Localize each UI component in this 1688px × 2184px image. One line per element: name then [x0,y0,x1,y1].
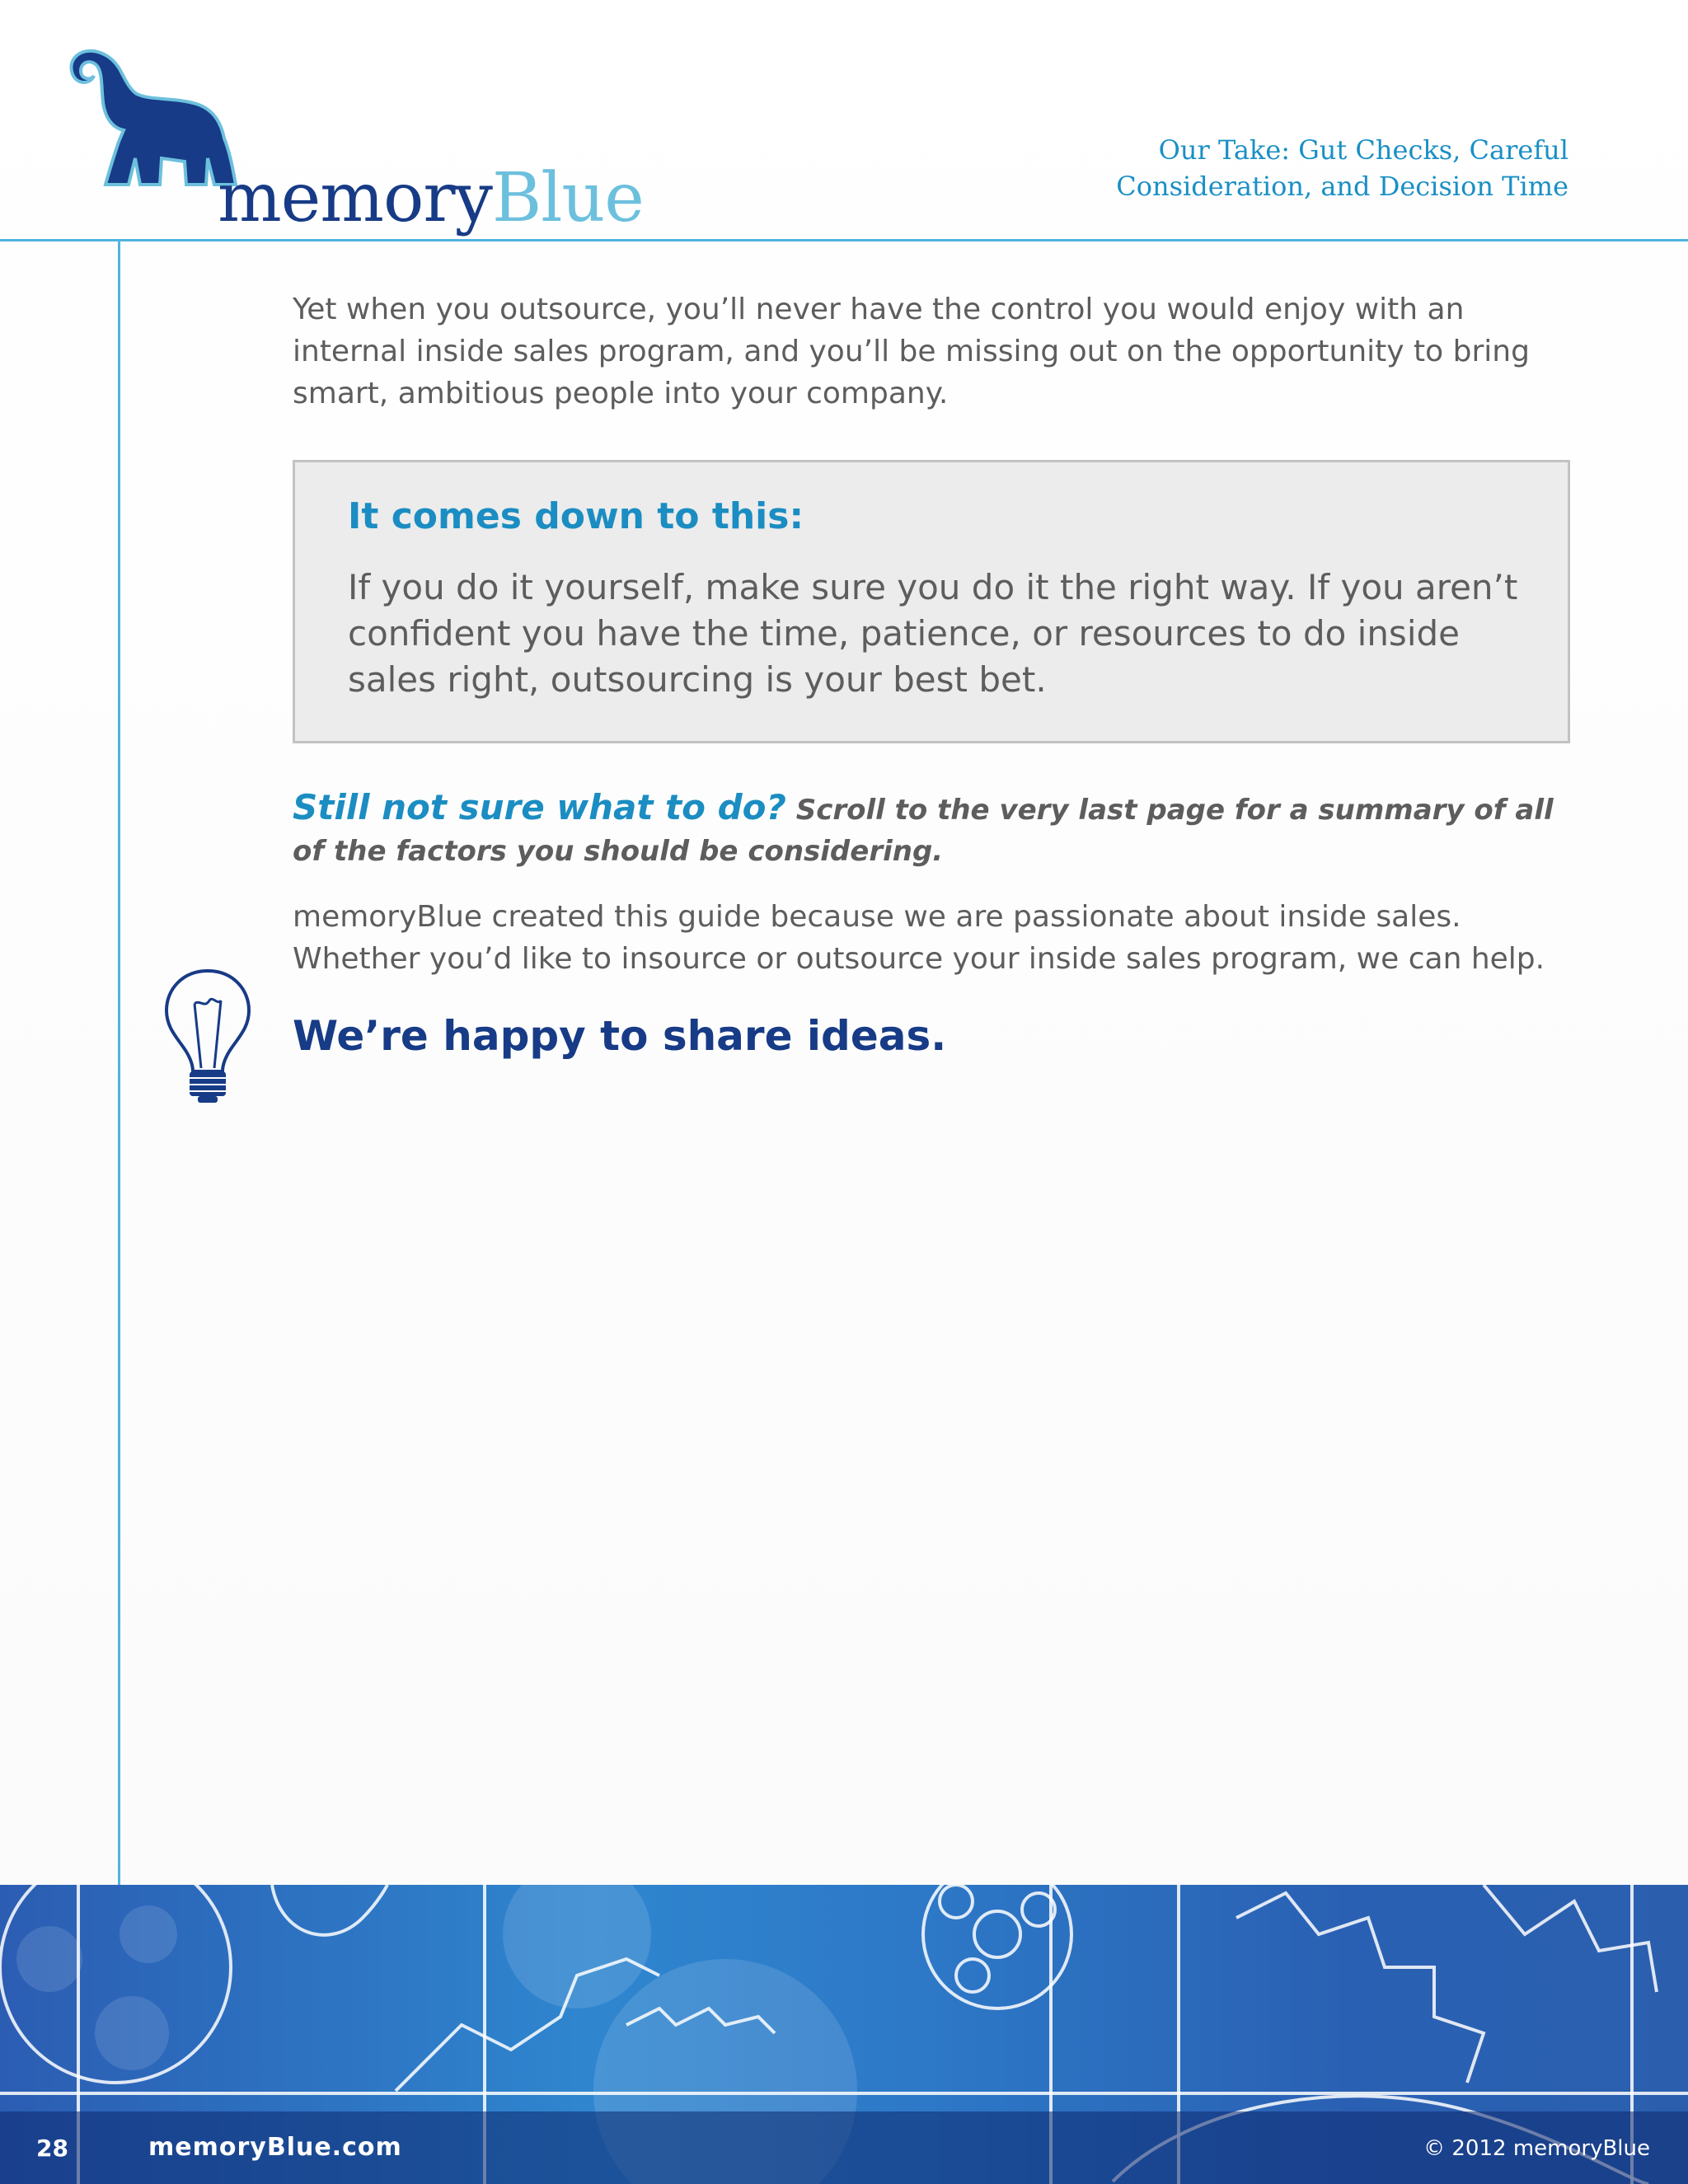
still-not-sure-paragraph [293,787,1578,872]
logo-blue: Blue [491,159,644,237]
callout-title: It comes down to this: [348,495,804,537]
margin-rule [118,240,120,1888]
memoryblue-logo [61,43,644,237]
page-number: 28 [36,2135,68,2162]
logo-memory: memory [218,159,492,237]
copyright-notice: © 2012 memoryBlue [1423,2136,1650,2161]
section-title [992,132,1568,204]
intro-paragraph: Yet when you outsource, you’ll never have the control you would enjoy with an internal inside sales program, and you’ll be missing out on the opportunity to bring smart, ambitious people into your company. [293,293,1530,410]
closing-heading: We’re happy to share ideas. [293,1012,947,1060]
website-link[interactable]: memoryBlue.com [148,2133,402,2162]
section-title-line1: Our Take: Gut Checks, Careful [1158,134,1568,166]
header-divider [0,239,1688,241]
lightbulb-icon [162,966,254,1106]
guide-paragraph: memoryBlue created this guide because we are passionate about inside sales. Whether you’d like to insource or outsource your inside sales program, we can help. [293,900,1545,976]
still-question: Still not sure what to do? [293,787,786,827]
section-title-line2: Consideration, and Decision Time [1116,171,1568,202]
callout-body: If you do it yourself, make sure you do it the right way. If you aren’t confident you have the time, patience, or resources to do inside sales right, outsourcing is your best bet. [348,567,1518,700]
callout-box [293,460,1570,743]
logo-wordmark [218,159,644,237]
still-rest: Scroll to the very last page for a summary of all of the factors you should be considering. [293,794,1554,868]
